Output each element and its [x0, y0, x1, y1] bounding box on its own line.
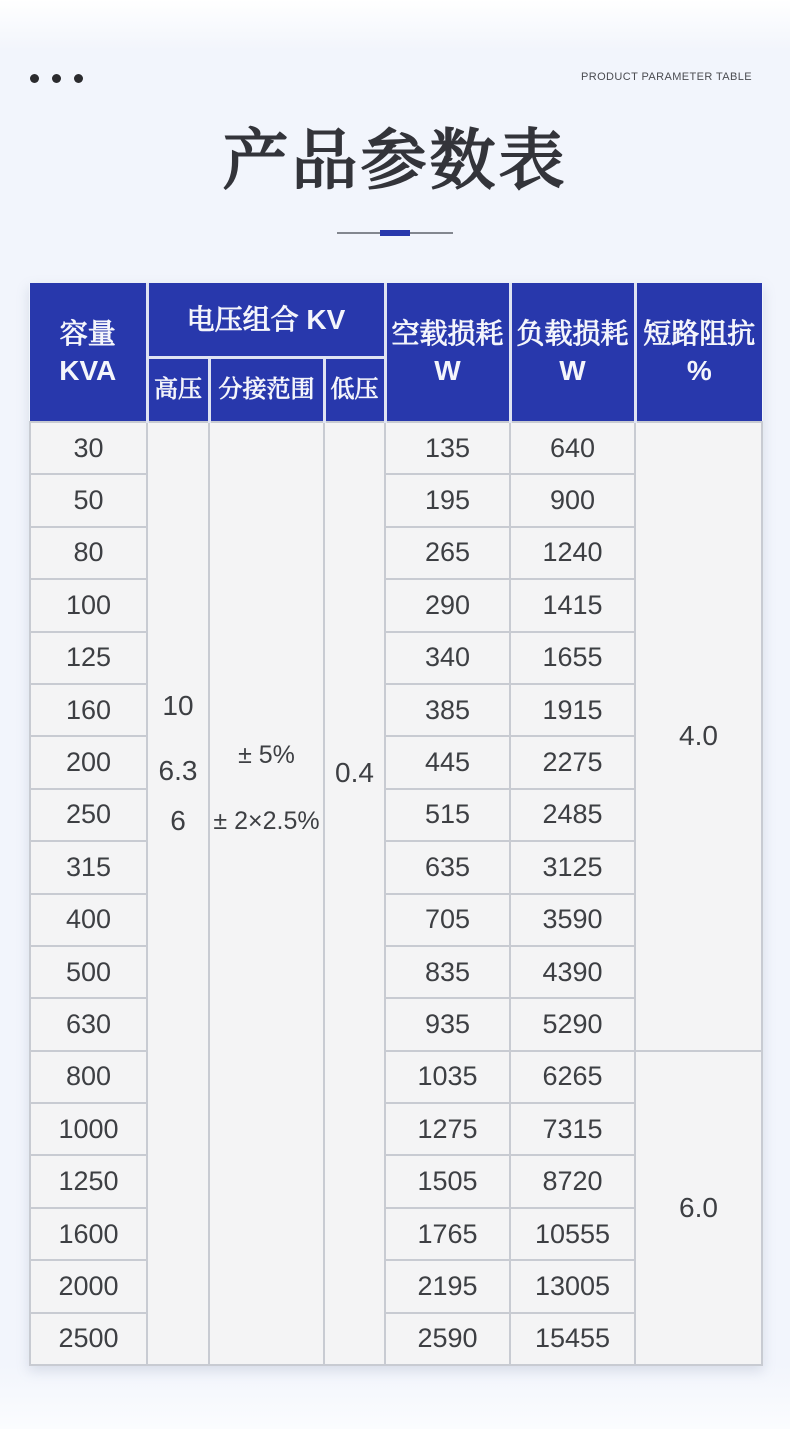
cell-kva: 400: [30, 894, 147, 946]
cell-no-load-loss: 290: [385, 579, 510, 631]
cell-load-loss: 2485: [510, 789, 635, 841]
cell-kva: 2000: [30, 1260, 147, 1312]
cell-kva: 1000: [30, 1103, 147, 1155]
cell-kva: 30: [30, 422, 147, 474]
cell-no-load-loss: 935: [385, 998, 510, 1050]
page-title: 产品参数表: [222, 123, 568, 197]
header-row-1: [30, 283, 762, 357]
parameter-table: [29, 283, 763, 1366]
cell-no-load-loss: 265: [385, 527, 510, 579]
divider-accent: [380, 230, 410, 236]
cell-kva: 800: [30, 1051, 147, 1103]
header-load-line2: W: [559, 355, 586, 386]
header-impedance-line2: %: [686, 355, 712, 386]
cell-no-load-loss: 705: [385, 894, 510, 946]
lv-value: 0.4: [335, 757, 374, 788]
header-load-line1: 负载损耗: [516, 318, 629, 349]
cell-kva: 100: [30, 579, 147, 631]
cell-kva: 1250: [30, 1155, 147, 1207]
header-impedance: [635, 283, 762, 422]
cell-load-loss: 7315: [510, 1103, 635, 1155]
cell-no-load-loss: 2195: [385, 1260, 510, 1312]
cell-load-loss: 1240: [510, 527, 635, 579]
header-lv: 低压: [324, 357, 385, 422]
cell-load-loss: 13005: [510, 1260, 635, 1312]
cell-kva: 500: [30, 946, 147, 998]
cell-no-load-loss: 1035: [385, 1051, 510, 1103]
dot-icon: [74, 74, 83, 83]
cell-no-load-loss: 1275: [385, 1103, 510, 1155]
lv-value-stack: [325, 423, 384, 790]
hv-value-stack: [148, 423, 208, 838]
cell-no-load-loss: 2590: [385, 1313, 510, 1365]
cell-load-loss: 640: [510, 422, 635, 474]
cell-load-loss: 3590: [510, 894, 635, 946]
cell-load-loss: 6265: [510, 1051, 635, 1103]
cell-load-loss: 2275: [510, 736, 635, 788]
cell-load-loss: 5290: [510, 998, 635, 1050]
cell-kva: 2500: [30, 1313, 147, 1365]
tap-range-value: ± 2×2.5%: [213, 807, 320, 835]
cell-load-loss: 3125: [510, 841, 635, 893]
title-divider: [0, 224, 790, 240]
cell-no-load-loss: 340: [385, 632, 510, 684]
hv-value: 6.3: [158, 755, 198, 786]
cell-hv-merged: [147, 422, 209, 1365]
cell-no-load-loss: 1765: [385, 1208, 510, 1260]
header-impedance-line1: 短路阻抗: [643, 318, 756, 349]
cell-load-loss: 8720: [510, 1155, 635, 1207]
header-no-load-line1: 空载损耗: [391, 318, 504, 349]
header-capacity-line2: KVA: [59, 355, 117, 386]
cell-load-loss: 1655: [510, 632, 635, 684]
cell-kva: 125: [30, 632, 147, 684]
cell-load-loss: 10555: [510, 1208, 635, 1260]
header-tap-range: 分接范围: [209, 357, 324, 422]
cell-load-loss: 900: [510, 474, 635, 526]
cell-kva: 200: [30, 736, 147, 788]
cell-kva: 80: [30, 527, 147, 579]
table-header: [30, 283, 762, 422]
header-no-load-line2: W: [434, 355, 461, 386]
dot-icon: [30, 74, 39, 83]
header-capacity-line1: 容量: [59, 318, 116, 349]
cell-impedance: 4.0: [635, 422, 762, 1051]
cell-no-load-loss: 635: [385, 841, 510, 893]
cell-tap-range-merged: [209, 422, 324, 1365]
header-hv: 高压: [147, 357, 209, 422]
header-capacity: [30, 283, 147, 422]
dot-icon: [52, 74, 61, 83]
cell-no-load-loss: 385: [385, 684, 510, 736]
header-load-loss: [510, 283, 635, 422]
cell-no-load-loss: 135: [385, 422, 510, 474]
cell-kva: 50: [30, 474, 147, 526]
header-voltage-group: 电压组合 KV: [147, 283, 385, 357]
cell-kva: 160: [30, 684, 147, 736]
cell-kva: 630: [30, 998, 147, 1050]
cell-no-load-loss: 835: [385, 946, 510, 998]
hv-value: 6: [170, 805, 186, 836]
eyebrow-label: PRODUCT PARAMETER TABLE: [581, 71, 752, 83]
cell-no-load-loss: 445: [385, 736, 510, 788]
cell-no-load-loss: 195: [385, 474, 510, 526]
header-no-load-loss: [385, 283, 510, 422]
table-row: [30, 422, 762, 474]
cell-kva: 250: [30, 789, 147, 841]
cell-load-loss: 4390: [510, 946, 635, 998]
cell-no-load-loss: 515: [385, 789, 510, 841]
cell-load-loss: 1915: [510, 684, 635, 736]
cell-load-loss: 1415: [510, 579, 635, 631]
table-body: [30, 422, 762, 1365]
cell-no-load-loss: 1505: [385, 1155, 510, 1207]
cell-kva: 1600: [30, 1208, 147, 1260]
cell-impedance: 6.0: [635, 1051, 762, 1365]
tap-range-value: ± 5%: [238, 741, 295, 769]
cell-load-loss: 15455: [510, 1313, 635, 1365]
table-row: [30, 1051, 762, 1103]
cell-lv-merged: [324, 422, 385, 1365]
three-dots-icon: [30, 74, 83, 83]
cell-kva: 315: [30, 841, 147, 893]
hv-value: 10: [162, 690, 194, 721]
tap-range-value-stack: [210, 423, 323, 837]
